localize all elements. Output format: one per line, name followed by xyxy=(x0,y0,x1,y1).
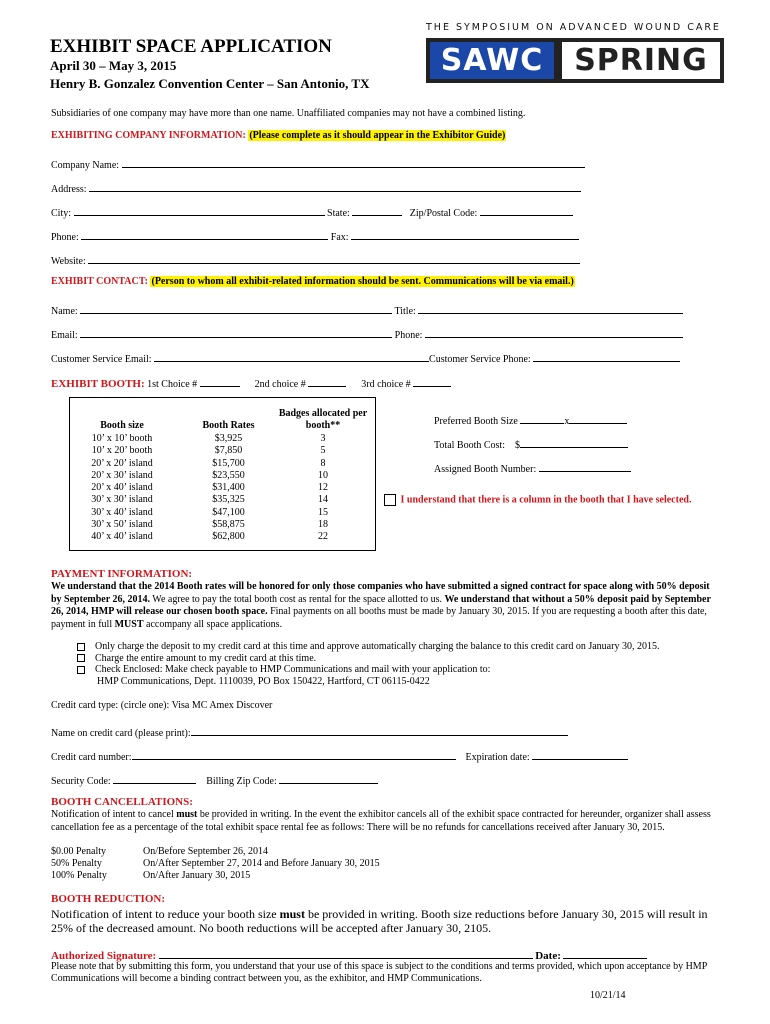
booth-rate-column xyxy=(186,433,271,544)
badge-count-cell: 3 xyxy=(320,433,326,444)
payment-option-full xyxy=(77,653,659,665)
choice3-line[interactable] xyxy=(413,375,451,387)
customer-service-row xyxy=(51,350,680,365)
company-heading-label: EXHIBITING COMPANY INFORMATION xyxy=(51,130,243,141)
booth-rate-cell: $23,550 xyxy=(212,469,245,481)
penalty-row xyxy=(51,846,380,858)
payment-option-deposit xyxy=(77,641,659,653)
website-field[interactable] xyxy=(51,252,580,267)
zip-line[interactable] xyxy=(480,204,573,216)
header-badges: Badges allocated per booth** xyxy=(278,408,368,431)
badge-count-cell: 15 xyxy=(318,506,328,518)
contact-email-line[interactable] xyxy=(80,326,392,338)
cancellations-text-a: Notification of intent to cancel xyxy=(51,809,177,820)
page-title: EXHIBIT SPACE APPLICATION xyxy=(50,36,332,57)
booth-rate-cell: $31,400 xyxy=(212,482,245,494)
phone-fax-row xyxy=(51,228,579,243)
website-label: Website: xyxy=(51,256,86,267)
badge-count-cell: 12 xyxy=(318,482,328,494)
column-acknowledgement xyxy=(384,494,691,506)
booth-rate-cell: $7,850 xyxy=(214,445,243,457)
contact-phone-label: Phone: xyxy=(394,330,423,341)
booth-rate-cell: $47,100 xyxy=(212,506,245,518)
city-label: City: xyxy=(51,208,72,219)
choice1-label: 1st Choice # xyxy=(147,379,198,390)
badge-count-cell: 22 xyxy=(318,531,328,543)
contact-heading-label: EXHIBIT CONTACT xyxy=(51,276,145,287)
billing-zip-line[interactable] xyxy=(279,772,378,784)
address-field[interactable] xyxy=(51,180,581,195)
security-code-label: Security Code: xyxy=(51,776,111,787)
signature-row xyxy=(51,947,647,962)
address-line[interactable] xyxy=(89,180,581,192)
assigned-booth-field xyxy=(434,460,631,475)
signature-line[interactable] xyxy=(159,947,533,959)
card-number-line[interactable] xyxy=(132,748,456,760)
booth-size-column xyxy=(78,433,166,544)
booth-rate-cell: $35,325 xyxy=(212,494,245,506)
full-charge-checkbox[interactable] xyxy=(77,654,85,662)
total-cost-field xyxy=(434,436,628,451)
cancellations-text-b: be provided in writing. In the event the exhibitor cancels all of the exhibit space contracted for hereunder, organizer shall assess cancellation fee as a percentage of the total exhibit space rental fee as follows: There will be no refunds for cancellations received after January 30, 2015. xyxy=(51,809,711,833)
payment-option-check xyxy=(77,664,659,676)
penalty-when: On/After January 30, 2015 xyxy=(143,870,251,881)
booth-rates-table xyxy=(69,397,376,551)
company-name-label: Company Name: xyxy=(51,160,120,171)
badge-column xyxy=(278,433,368,544)
contact-email-label: Email: xyxy=(51,330,78,341)
check-enclosed-checkbox[interactable] xyxy=(77,666,85,674)
cs-email-line[interactable] xyxy=(154,350,429,362)
reduction-text xyxy=(51,907,721,935)
state-line[interactable] xyxy=(352,204,402,216)
payment-terms-text-2: Final payments on all booths must be made by January 30, 2015. If you are requesting a booth after this date, payment in full xyxy=(51,606,707,630)
contact-phone-line[interactable] xyxy=(425,326,683,338)
choice1-line[interactable] xyxy=(200,375,240,387)
contact-name-label: Name: xyxy=(51,306,78,317)
booth-rate-cell: $3,925 xyxy=(214,433,243,444)
name-on-card-field xyxy=(51,724,568,739)
cancellations-heading: BOOTH CANCELLATIONS: xyxy=(51,796,193,808)
header-booth-rates: Booth Rates xyxy=(202,420,255,431)
badge-count-cell: 8 xyxy=(320,457,326,469)
company-name-field[interactable] xyxy=(51,156,585,171)
date-line[interactable] xyxy=(563,947,647,959)
header-booth-size: Booth size xyxy=(100,420,144,431)
logo-spring-text: SPRING xyxy=(562,42,720,79)
penalty-label: $0.00 Penalty xyxy=(51,846,106,857)
booth-size-cell: 40’ x 40’ island xyxy=(91,531,153,543)
preferred-size-width-line[interactable] xyxy=(520,412,564,424)
address-label: Address: xyxy=(51,184,87,195)
name-on-card-label: Name on credit card (please print): xyxy=(51,728,191,739)
contact-email-phone-row xyxy=(51,326,683,341)
size-x-label: x xyxy=(564,416,570,427)
company-section-heading: EXHIBITING COMPANY INFORMATION: (Please complete as it should appear in the Exhibitor Guide) xyxy=(51,130,506,141)
fax-line[interactable] xyxy=(351,228,579,240)
company-heading-note: (Please complete as it should appear in the Exhibitor Guide) xyxy=(249,130,506,141)
payment-terms-text-3: accompany all space applications. xyxy=(143,618,283,630)
company-name-line[interactable] xyxy=(122,156,585,168)
mailing-address: HMP Communications, Dept. 1110039, PO Box 150422, Hartford, CT 06115-0422 xyxy=(97,675,430,687)
cs-phone-label: Customer Service Phone: xyxy=(429,354,531,365)
assigned-line[interactable] xyxy=(539,460,631,472)
badge-count-cell: 10 xyxy=(318,469,328,481)
booth-rate-cell: $15,700 xyxy=(212,457,245,469)
booth-rate-cell: $62,800 xyxy=(212,531,245,543)
penalty-label: 50% Penalty xyxy=(51,858,102,869)
booth-size-cell: 10’ x 20’ booth xyxy=(91,445,153,457)
choice2-line[interactable] xyxy=(308,375,346,387)
contact-title-label: Title: xyxy=(394,306,416,317)
deposit-option-label: Only charge the deposit to my credit card at this time and approve automatically charging the balance to this credit card on January 30, 2015. xyxy=(95,641,660,652)
booth-size-cell: 20’ x 40’ island xyxy=(91,482,153,494)
state-label: State: xyxy=(327,208,350,219)
penalty-row xyxy=(51,858,380,870)
reduction-text-b: be provided in writing. Booth size reductions before January 30, 2015 will result in 25% of the decreased amount. No booth reductions will be accepted after January 30, 2105. xyxy=(51,907,708,935)
booth-rate-cell: $58,875 xyxy=(212,519,245,531)
event-venue: Henry B. Gonzalez Convention Center – San Antonio, TX xyxy=(50,76,370,91)
penalty-label: 100% Penalty xyxy=(51,870,107,881)
contact-name-line[interactable] xyxy=(80,302,392,314)
cancellations-text xyxy=(51,809,721,834)
penalty-when: On/Before September 26, 2014 xyxy=(143,846,268,857)
security-code-line[interactable] xyxy=(113,772,196,784)
assigned-label: Assigned Booth Number: xyxy=(434,464,537,475)
booth-size-cell: 10’ x 10’ booth xyxy=(91,433,153,444)
payment-must: MUST xyxy=(114,618,144,630)
logo-sawc-text: SAWC xyxy=(430,42,554,79)
payment-options xyxy=(77,641,659,687)
payment-terms-text-1: We agree to pay the total booth cost as rental for the space allotted to us. xyxy=(149,593,445,605)
fax-label: Fax: xyxy=(330,232,349,243)
website-line[interactable] xyxy=(88,252,580,264)
booth-size-cell: 20’ x 20’ island xyxy=(91,457,153,469)
reduction-text-a: Notification of intent to reduce your booth size xyxy=(51,907,280,921)
payment-terms-bold-1: We understand that the 2014 Booth rates will be honored for only those companies who have submitted a signed contract for space along with 50% deposit by September 26, 2014. xyxy=(51,581,710,605)
badge-count-cell: 14 xyxy=(318,494,328,506)
logo-tagline: THE SYMPOSIUM ON ADVANCED WOUND CARE xyxy=(426,22,721,33)
preferred-size-label: Preferred Booth Size xyxy=(434,416,518,427)
payment-terms-bold-2: We understand that without a 50% deposit paid by September 26, 2014, HMP will release our chosen booth space. xyxy=(51,593,711,617)
cancellations-must: must xyxy=(176,809,198,820)
expiration-line[interactable] xyxy=(532,748,628,760)
penalty-schedule xyxy=(51,846,380,882)
contact-section-heading: EXHIBIT CONTACT: (Person to whom all exhibit-related information should be sent. Communications will be via email.) xyxy=(51,276,574,287)
intro-text: Subsidiaries of one company may have more than one name. Unaffiliated companies may not have a combined listing. xyxy=(51,108,526,119)
total-cost-line[interactable] xyxy=(520,436,628,448)
full-charge-option-label: Charge the entire amount to my credit card at this time. xyxy=(95,652,317,664)
card-type[interactable]: Credit card type: (circle one): Visa MC Amex Discover xyxy=(51,700,273,711)
booth-size-cell: 30’ x 40’ island xyxy=(91,506,153,518)
payment-terms xyxy=(51,581,721,631)
reduction-must: must xyxy=(279,907,305,921)
contact-heading-note: (Person to whom all exhibit-related information should be sent. Communications will be via email.) xyxy=(151,276,574,287)
column-ack-text: I understand that there is a column in the booth that I have selected. xyxy=(400,494,692,506)
date-label: Date: xyxy=(535,950,561,962)
signature-label: Authorized Signature: xyxy=(51,950,157,962)
cs-email-label: Customer Service Email: xyxy=(51,354,152,365)
phone-label: Phone: xyxy=(51,232,79,243)
contact-name-title-row xyxy=(51,302,683,317)
security-zip-row xyxy=(51,772,378,787)
city-state-zip-row xyxy=(51,204,573,219)
column-ack-checkbox[interactable] xyxy=(384,494,396,506)
card-number-label: Credit card number: xyxy=(51,752,132,763)
dollar-sign: $ xyxy=(514,440,520,451)
badge-count-cell: 5 xyxy=(320,445,326,457)
expiration-label: Expiration date: xyxy=(465,752,530,763)
deposit-checkbox[interactable] xyxy=(77,643,85,651)
phone-line[interactable] xyxy=(81,228,328,240)
zip-label: Zip/Postal Code: xyxy=(409,208,478,219)
booth-choice-row xyxy=(51,375,451,390)
city-line[interactable] xyxy=(74,204,325,216)
choice2-label: 2nd choice # xyxy=(254,379,306,390)
booth-size-cell: 30’ x 50’ island xyxy=(91,519,153,531)
event-dates: April 30 – May 3, 2015 xyxy=(50,58,177,73)
name-on-card-line[interactable] xyxy=(191,724,568,736)
penalty-row xyxy=(51,870,380,882)
penalty-when: On/After September 27, 2014 and Before January 30, 2015 xyxy=(143,858,380,869)
total-cost-label: Total Booth Cost: xyxy=(434,440,505,451)
booth-heading: EXHIBIT BOOTH: xyxy=(51,378,145,390)
card-number-row xyxy=(51,748,628,763)
binding-note: Please note that by submitting this form, you understand that your use of this space is subject to the conditions and terms provided, which upon acceptance by HMP Communications will become a binding contract between you, as the exhibitor, and HMP Communications. xyxy=(51,961,707,984)
choice3-label: 3rd choice # xyxy=(361,379,411,390)
booth-size-cell: 20’ x 30’ island xyxy=(91,469,153,481)
check-enclosed-option-label: Check Enclosed: Make check payable to HMP Communications and mail with your application to: xyxy=(95,664,491,675)
payment-heading: PAYMENT INFORMATION: xyxy=(51,568,193,580)
reduction-heading: BOOTH REDUCTION: xyxy=(51,893,165,905)
contact-title-line[interactable] xyxy=(418,302,683,314)
preferred-size-length-line[interactable] xyxy=(569,412,627,424)
booth-size-cell: 30’ x 30’ island xyxy=(91,494,153,506)
form-version: 10/21/14 xyxy=(590,990,626,1001)
cs-phone-line[interactable] xyxy=(533,350,680,362)
badge-count-cell: 18 xyxy=(318,519,328,531)
sawc-spring-logo xyxy=(426,38,724,83)
billing-zip-label: Billing Zip Code: xyxy=(206,776,277,787)
preferred-size-field xyxy=(434,412,627,427)
